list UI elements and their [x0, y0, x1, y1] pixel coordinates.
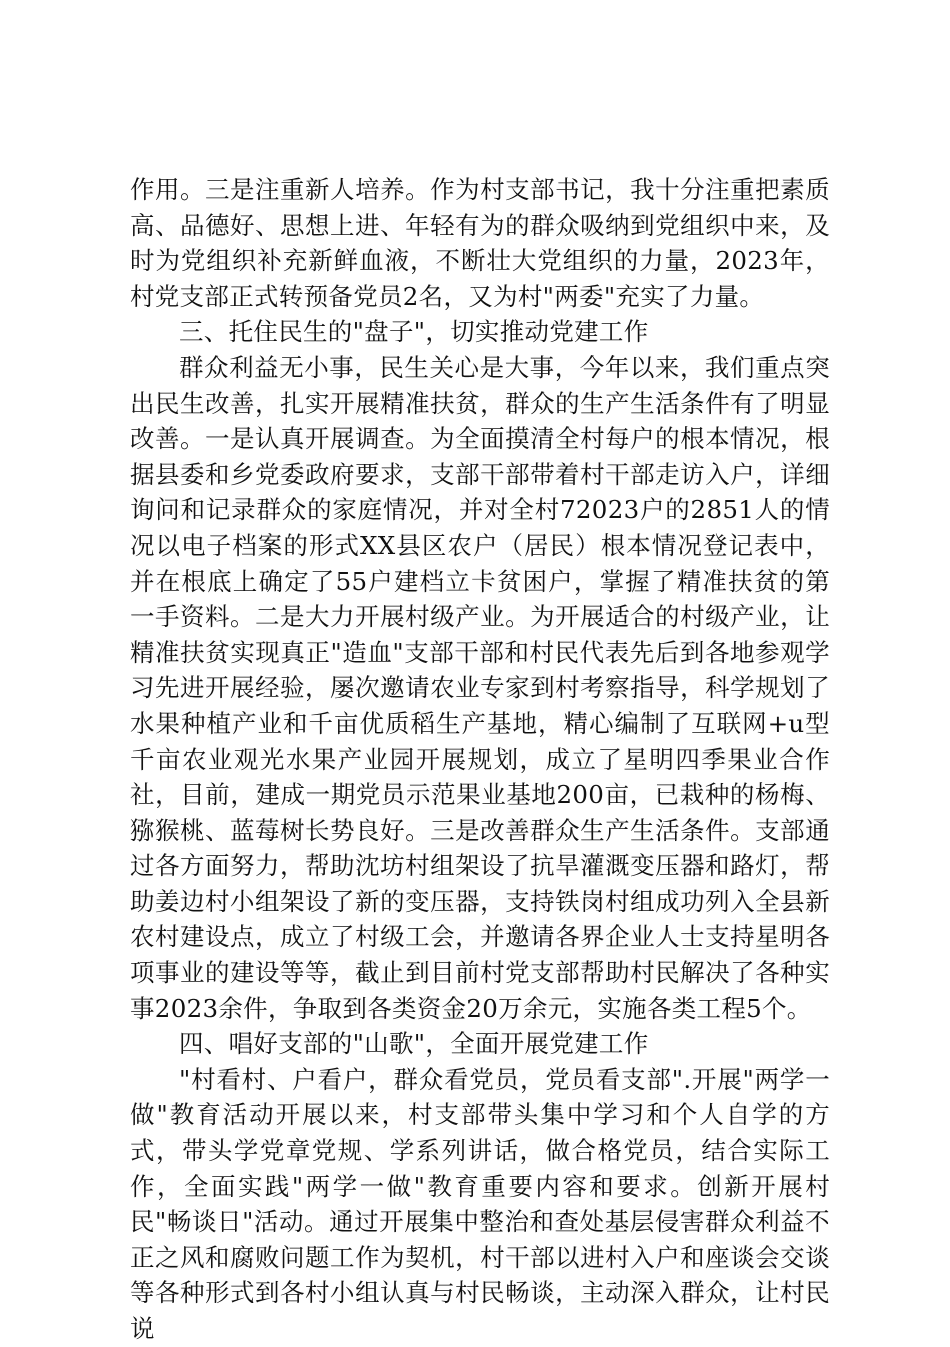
body-paragraph-livelihood: 群众利益无小事，民生关心是大事，今年以来，我们重点突出民生改善，扎实开展精准扶贫，群众的生产生活条件有了明显改善。一是认真开展调查。为全面摸清全村每户的根本情况，根据县委和乡党委政府要求，支部干部带着村干部走访入户，详细询问和记录群众的家庭情况，并对全村72023户的2851人的情况以电子档案的形式XX县区农户（居民）根本情况登记表中，并在根底上确定了55户建档立卡贫困户，掌握了精准扶贫的第一手资料。二是大力开展村级产业。为开展适合的村级产业，让精准扶贫实现真正"造血"支部干部和村民代表先后到各地参观学习先进开展经验，屡次邀请农业专家到村考察指导，科学规划了水果种植产业和千亩优质稻生产基地，精心编制了互联网+u型千亩农业观光水果产业园开展规划，成立了星明四季果业合作社，目前，建成一期党员示范果业基地200亩，已栽种的杨梅、猕猴桃、蓝莓树长势良好。三是改善群众生产生活条件。支部通过各方面努力，帮助沈坊村组架设了抗旱灌溉变压器和路灯，帮助姜边村小组架设了新的变压器，支持铁岗村组成功列入全县新农村建设点，成立了村级工会，并邀请各界企业人士支持星明各项事业的建设等等，截止到目前村党支部帮助村民解决了各种实事2023余件，争取到各类资金20万余元，实施各类工程5个。	[130, 352, 830, 1023]
body-paragraph-continued: 作用。三是注重新人培养。作为村支部书记，我十分注重把素质高、品德好、思想上进、年轻有为的群众吸纳到党组织中来，及时为党组织补充新鲜血液，不断壮大党组织的力量，2023年，村党支部正式转预备党员2名，又为村"两委"充实了力量。	[130, 175, 830, 311]
section-heading-3: 三、托住民生的"盘子"，切实推动党建工作	[179, 317, 649, 347]
section-heading-4: 四、唱好支部的"山歌"，全面开展党建工作	[179, 1029, 649, 1059]
document-page	[130, 172, 830, 1347]
body-paragraph-two-studies: "村看村、户看户，群众看党员，党员看支部".开展"两学一做"教育活动开展以来，村支部带头集中学习和个人自学的方式，带头学党章党规、学系列讲话，做合格党员，结合实际工作，全面实践"两学一做"教育重要内容和要求。创新开展村民"畅谈日"活动。通过开展集中整治和查处基层侵害群众利益不正之风和腐败问题工作为契机，村干部以进村入户和座谈会交谈等各种形式到各村小组认真与村民畅谈，主动深入群众，让村民说	[130, 1064, 830, 1343]
